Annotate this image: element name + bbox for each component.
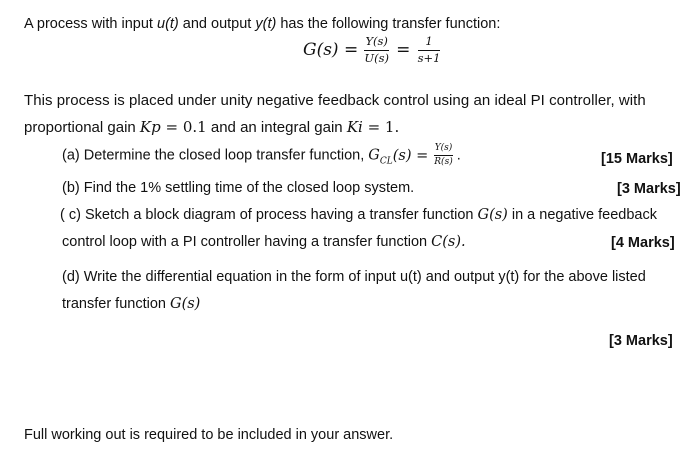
part-a-marks: [15 Marks] <box>601 151 673 167</box>
tf-fraction-2: $\frac{1}{s+1}$ <box>417 34 441 65</box>
transfer-function-equation: G(s) = $\frac{Y(s)}{U(s)}$ = $\frac{1}{s+1}$ <box>303 34 441 65</box>
part-b-question: (b) Find the 1% settling time of the closed loop system. <box>62 180 415 196</box>
part-c-marks: [4 Marks] <box>611 235 675 251</box>
footer-note: Full working out is required to be included in your answer. <box>24 427 394 443</box>
part-d-marks: [3 Marks] <box>609 333 673 349</box>
tf-fraction-1: $\frac{Y(s)}{U(s)}$ <box>364 34 389 65</box>
part-a-fraction: $\frac{Y(s)}{R(s)}$ <box>434 143 453 167</box>
part-d-question-line1: (d) Write the differential equation in the form of input u(t) and output y(t) for the above listed <box>62 269 646 285</box>
part-a-question: (a) Determine the closed loop transfer function, $G_{CL}(s)$ = $\frac{Y(s)}{R(s)}$ . <box>62 143 461 167</box>
part-d-question-line2: transfer function G(s) <box>62 296 201 312</box>
part-c-question-line2: control loop with a PI controller having a transfer function C(s). <box>62 234 466 250</box>
part-b-marks: [3 Marks] <box>617 181 681 197</box>
part-c-question-line1: ( c) Sketch a block diagram of process having a transfer function G(s) in a negative feedback <box>60 207 657 223</box>
control-description-line2: proportional gain Kp = 0.1 and an integral gain Ki = 1. <box>24 118 400 136</box>
intro-line: A process with input u(t) and output y(t) has the following transfer function: <box>24 16 501 32</box>
control-description-line1: This process is placed under unity negative feedback control using an ideal PI controller, with <box>24 92 646 109</box>
